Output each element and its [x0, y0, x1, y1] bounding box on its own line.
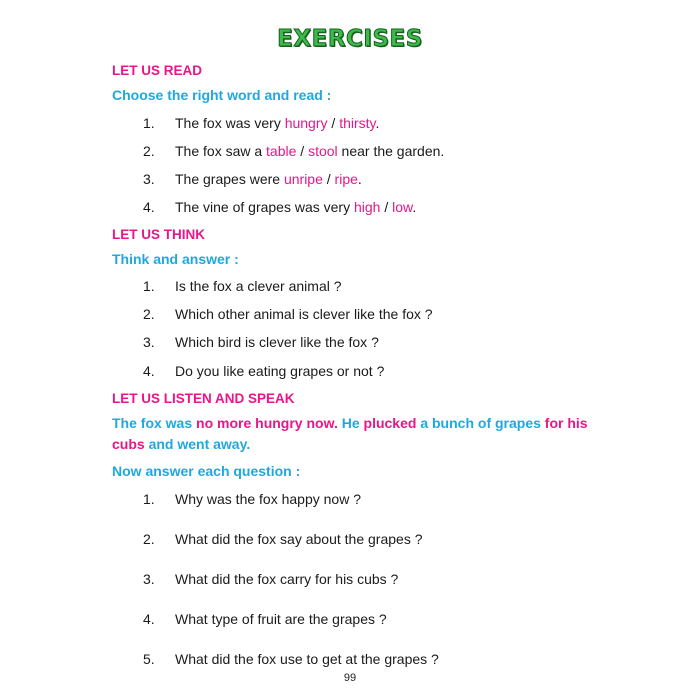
read-item-number: 3.: [143, 171, 155, 187]
section-heading-read: LET US READ: [112, 63, 203, 78]
read-instruction: Choose the right word and read :: [112, 87, 332, 103]
read-item-number: 4.: [143, 199, 155, 215]
listen-item: What did the fox carry for his cubs ?: [175, 571, 399, 587]
option-word: ripe: [334, 171, 358, 187]
listen-item: What did the fox use to get at the grapes ?: [175, 651, 439, 667]
listen-item: Why was the fox happy now ?: [175, 491, 361, 507]
page-title: EXERCISES: [277, 26, 423, 52]
think-item-number: 4.: [143, 363, 155, 379]
option-word: low: [392, 199, 413, 215]
think-item: Which other animal is clever like the fox ?: [175, 306, 433, 322]
option-word: table: [266, 143, 297, 159]
think-item: Is the fox a clever animal ?: [175, 278, 342, 294]
option-word: unripe: [283, 171, 323, 187]
section-heading-think: LET US THINK: [112, 227, 205, 242]
listen-instruction: Now answer each question :: [112, 463, 301, 479]
listen-item-number: 1.: [143, 491, 155, 507]
listen-passage: The fox was no more hungry now. He plucked a bunch of grapes for his cubs and went away.: [112, 415, 588, 452]
read-item-number: 2.: [143, 143, 155, 159]
read-item-number: 1.: [143, 115, 155, 131]
listen-item: What did the fox say about the grapes ?: [175, 531, 423, 547]
listen-item-number: 3.: [143, 571, 155, 587]
think-item: Do you like eating grapes or not ?: [175, 363, 385, 379]
read-item: The fox saw a table / stool near the garden.: [175, 143, 445, 159]
listen-item-number: 2.: [143, 531, 155, 547]
read-item: The vine of grapes was very high / low.: [175, 199, 417, 215]
option-word: stool: [308, 143, 338, 159]
think-instruction: Think and answer :: [112, 251, 239, 267]
think-item-number: 2.: [143, 306, 155, 322]
listen-item: What type of fruit are the grapes ?: [175, 611, 387, 627]
page-number: 99: [343, 672, 357, 684]
listen-item-number: 4.: [143, 611, 155, 627]
option-word: thirsty: [339, 115, 376, 131]
option-word: high: [353, 199, 381, 215]
think-item: Which bird is clever like the fox ?: [175, 334, 379, 350]
listen-item-number: 5.: [143, 651, 155, 667]
read-item: The grapes were unripe / ripe.: [175, 171, 362, 187]
think-item-number: 3.: [143, 334, 155, 350]
read-item: The fox was very hungry / thirsty.: [175, 115, 380, 131]
option-word: hungry: [284, 115, 328, 131]
think-item-number: 1.: [143, 278, 155, 294]
section-heading-listen: LET US LISTEN AND SPEAK: [112, 391, 295, 406]
